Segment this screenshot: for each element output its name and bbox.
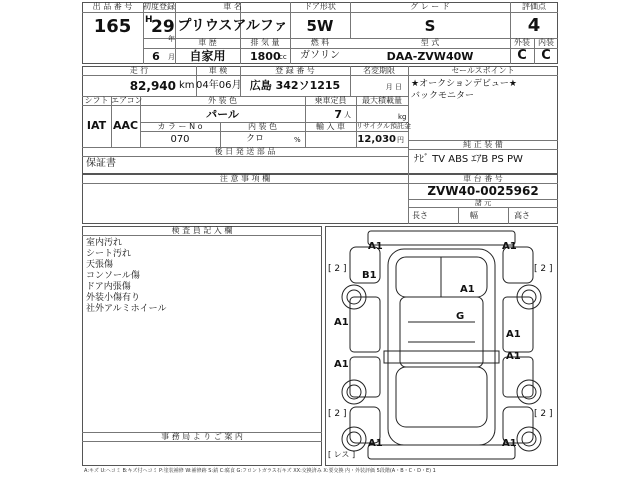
ext-color-value: パール — [206, 108, 239, 121]
reg-month: 6 — [152, 50, 160, 63]
remark-5: ドア内張傷 — [86, 282, 131, 292]
sale-point-2: バックモニター — [411, 91, 475, 101]
car-name: プリウスアルファ — [177, 18, 288, 34]
model-code-label: 型 式 — [420, 38, 440, 47]
remark-4: コンソール傷 — [86, 271, 140, 281]
office-label: 事 務 局 よ り ご 案 内 — [161, 432, 243, 441]
door-type: 5W — [306, 17, 334, 35]
damage-g: G — [456, 311, 465, 322]
remark-1: 室内汚れ — [86, 238, 123, 248]
door-label: ドア形状 — [304, 2, 336, 11]
damage-a1-right-rear: A1 — [506, 351, 521, 362]
int-label: 内装 — [538, 38, 554, 47]
fuel-label: 燃 料 — [310, 38, 330, 47]
damage-two-1: [ 2 ] — [328, 264, 347, 274]
int-color-label: 内 装 色 — [247, 122, 278, 131]
rear-equip-label: 後 日 発 送 部 品 — [214, 147, 276, 156]
reg-no-label: 登 録 番 号 — [275, 66, 315, 75]
recycle-value: 12,030 — [357, 134, 396, 145]
inspection-label: 車 検 — [208, 66, 228, 75]
equipment-label: 純 正 装 備 — [463, 140, 503, 149]
shift-value: IAT — [86, 119, 107, 132]
damage-a1-left-rear: A1 — [334, 359, 349, 370]
capacity-unit: 人 — [344, 111, 351, 119]
remark-3: 天張傷 — [86, 260, 114, 270]
month-unit: 月 — [168, 53, 175, 61]
reg-year: 29 — [151, 17, 175, 37]
year-unit: 年 — [168, 35, 175, 43]
shift-label: シフト — [84, 96, 109, 105]
recycle-label: リサイクル預託金 — [356, 122, 412, 130]
aircon-label: エアコン — [111, 96, 143, 105]
ext-score: C — [517, 48, 527, 63]
dims-label: 諸 元 — [474, 199, 492, 207]
displacement-value: 1800 — [250, 50, 281, 63]
usage-value: 自家用 — [189, 49, 226, 63]
aircon-value: AAC — [112, 119, 139, 132]
max-load-unit: kg — [398, 113, 407, 121]
ext-color-label: 外 装 色 — [207, 96, 238, 105]
max-load-label: 最大積載量 — [362, 96, 402, 105]
damage-two-2: [ 2 ] — [534, 264, 553, 274]
int-score: C — [541, 48, 551, 63]
mileage-value: 82,940 — [129, 79, 176, 93]
import-label: 輸 入 車 — [315, 122, 346, 131]
capacity-label: 乗車定員 — [314, 96, 347, 105]
first-reg-label: 初度登録 — [143, 2, 175, 11]
car-name-label: 車 名 — [223, 2, 242, 11]
recycle-unit: 円 — [397, 136, 404, 144]
mileage-unit: km — [179, 80, 195, 91]
damage-b1: B1 — [362, 270, 377, 281]
damage-a1-front-left: A1 — [368, 241, 383, 252]
grade-value: S — [424, 17, 436, 35]
damage-a1-left: A1 — [334, 317, 349, 328]
damage-a1-right: A1 — [506, 329, 521, 340]
color-no-value: 070 — [170, 134, 190, 145]
rear-equip-value: 保証書 — [86, 158, 116, 169]
car-outline — [326, 227, 557, 465]
inspector-label: 検 査 員 記 入 欄 — [171, 226, 233, 235]
lot-label: 出 品 番 号 — [92, 2, 133, 11]
int-color-value: クロ — [245, 134, 264, 144]
remark-6: 外装小傷有り — [86, 293, 141, 303]
era-letter: H — [145, 15, 153, 25]
caution-label: 注 意 事 項 欄 — [219, 174, 271, 183]
remark-7: 社外アルミホイール — [86, 304, 167, 314]
model-code-value: DAA-ZVW40W — [386, 50, 474, 63]
grade-label: グ レ ー ド — [410, 2, 450, 11]
lot-number: 165 — [93, 16, 132, 37]
sale-point-1: ★オークションデビュー★ — [411, 79, 517, 89]
height-label: 高さ — [514, 211, 530, 220]
damage-a1-front-right: A1 — [502, 241, 517, 252]
remark-2: シート汚れ — [86, 249, 132, 259]
int-color-unit: % — [294, 136, 301, 144]
frame-no-label: 車 台 番 号 — [463, 174, 503, 183]
inspector-frame — [82, 226, 322, 466]
damage-two-4: [ 2 ] — [534, 409, 553, 419]
footer-legend: A:キズ U:ヘコミ B:キズ付ヘコミ P:塗装補修 W:補修跡 S:錆 C:腐食 G:フロントガラス石キズ XX:交換済み X:要交換 内・外装評価 5段階(A・B・C・D・E) 1 — [84, 468, 436, 474]
reg-no-value: 広島 342ソ1215 — [249, 79, 341, 92]
displacement-unit: cc — [279, 53, 287, 61]
damage-less: [ レス ] — [328, 450, 356, 459]
frame-no-value: ZVW40-0025962 — [427, 184, 539, 198]
score-label: 評価点 — [522, 2, 546, 11]
fuel-value: ガソリン — [300, 50, 340, 61]
inspection-value: 04年06月 — [196, 80, 242, 91]
displacement-label: 排 気 量 — [250, 38, 280, 47]
capacity-value: 7 — [334, 108, 342, 121]
length-label: 長さ — [412, 211, 428, 220]
damage-a1-back-right: A1 — [502, 438, 517, 449]
car-diagram — [325, 226, 558, 466]
damage-two-3: [ 2 ] — [328, 409, 347, 419]
name-change-value: 月 日 — [385, 83, 402, 91]
width-label: 幅 — [470, 211, 478, 220]
damage-a1-hood: A1 — [460, 284, 475, 295]
equipment-value: ﾅﾋﾞ TV ABS ｴｱB PS PW — [414, 154, 523, 165]
mileage-label: 走 行 — [129, 66, 149, 75]
score-value: 4 — [527, 15, 541, 36]
name-change-label: 名変期限 — [363, 66, 395, 75]
sale-point-label: セールスポイント — [451, 66, 515, 75]
ext-label: 外装 — [514, 38, 530, 47]
color-no-label: カ ラ ー N o — [157, 122, 203, 131]
usage-label: 車 歴 — [198, 38, 217, 47]
damage-a1-back-left: A1 — [368, 438, 383, 449]
